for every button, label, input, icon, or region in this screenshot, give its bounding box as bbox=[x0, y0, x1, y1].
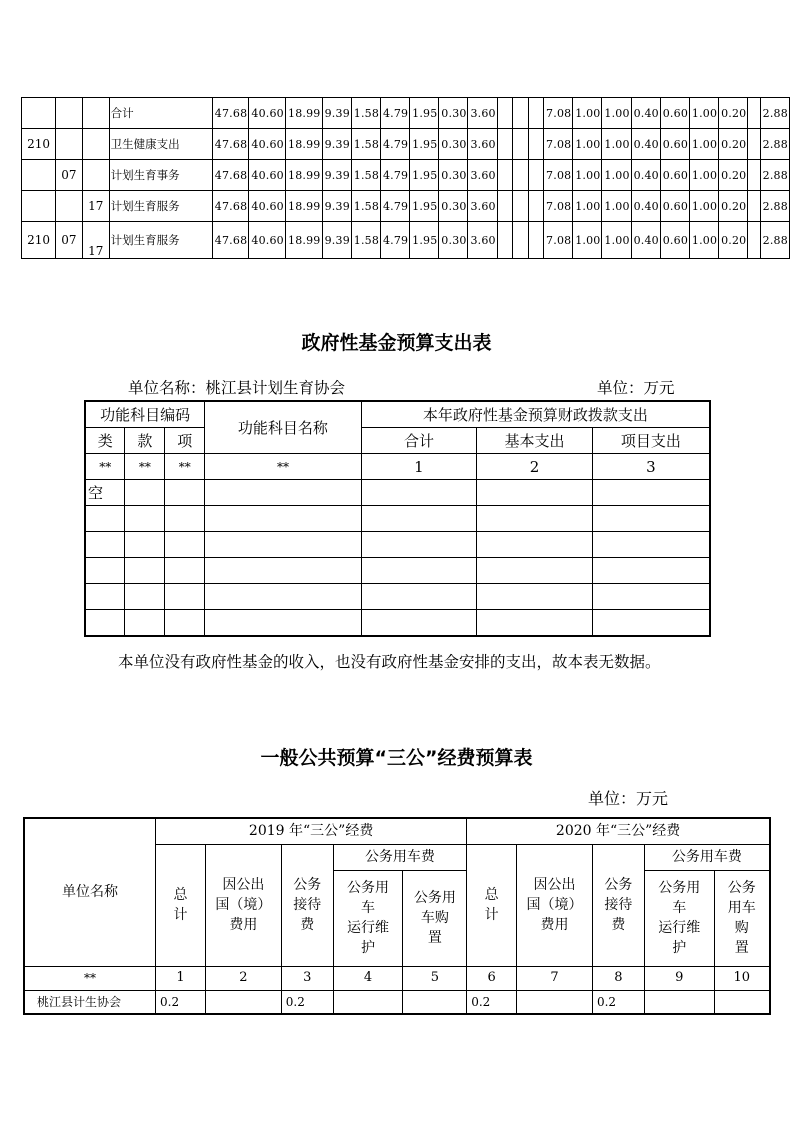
value-cell: 1.58 bbox=[351, 98, 380, 129]
value-cell: 18.99 bbox=[286, 191, 323, 222]
value-cell: 1.00 bbox=[689, 129, 718, 160]
value-cell: 4.79 bbox=[380, 160, 409, 191]
fund-cell bbox=[125, 532, 165, 558]
fund-cell bbox=[205, 610, 361, 637]
sangong-index-cell: 9 bbox=[644, 966, 714, 990]
value-cell: 4.79 bbox=[380, 129, 409, 160]
fund-cell bbox=[125, 558, 165, 584]
value-cell bbox=[748, 222, 760, 259]
sangong-table-title: 一般公共预算“三公”经费预算表 bbox=[260, 747, 533, 769]
value-cell: 1.00 bbox=[602, 191, 631, 222]
code-xiang-cell: 17 bbox=[82, 191, 109, 222]
sangong-year-2019: 2019 年“三公”经费 bbox=[156, 818, 467, 844]
code-lei-cell bbox=[22, 191, 56, 222]
value-cell bbox=[497, 98, 512, 129]
fund-table-title: 政府性基金预算支出表 bbox=[301, 332, 492, 354]
value-cell: 0.30 bbox=[439, 160, 468, 191]
sangong-col-total: 总 计 bbox=[156, 844, 206, 966]
value-cell: 1.95 bbox=[410, 129, 439, 160]
code-kuan-cell bbox=[56, 129, 83, 160]
value-cell: 0.60 bbox=[660, 129, 689, 160]
sangong-value-cell bbox=[714, 990, 770, 1014]
fund-cell bbox=[477, 610, 593, 637]
sangong-index-cell: 1 bbox=[156, 966, 206, 990]
fund-index-cell: 1 bbox=[361, 454, 477, 480]
value-cell: 18.99 bbox=[286, 98, 323, 129]
value-cell bbox=[497, 191, 512, 222]
value-cell: 1.95 bbox=[410, 98, 439, 129]
value-cell: 7.08 bbox=[544, 160, 573, 191]
sangong-col-total-2020: 总 计 bbox=[467, 844, 517, 966]
fund-cell bbox=[592, 532, 710, 558]
fund-cell bbox=[477, 480, 593, 506]
fund-header-kuan: 款 bbox=[125, 428, 165, 454]
value-cell: 0.30 bbox=[439, 191, 468, 222]
value-cell: 0.40 bbox=[631, 191, 660, 222]
table-row bbox=[22, 222, 790, 259]
fund-cell bbox=[165, 610, 205, 637]
sangong-index-cell: ** bbox=[24, 966, 156, 990]
value-cell: 1.00 bbox=[689, 160, 718, 191]
fund-cell bbox=[205, 506, 361, 532]
sangong-col-car-buy: 公务用 车购 置 bbox=[403, 870, 467, 966]
value-cell: 0.60 bbox=[660, 222, 689, 259]
fund-cell bbox=[205, 584, 361, 610]
value-cell: 1.00 bbox=[602, 160, 631, 191]
value-cell: 9.39 bbox=[322, 191, 351, 222]
value-cell: 7.08 bbox=[544, 222, 573, 259]
value-cell: 0.40 bbox=[631, 129, 660, 160]
value-cell: 47.68 bbox=[212, 191, 249, 222]
fund-header-lei: 类 bbox=[85, 428, 125, 454]
value-cell: 1.58 bbox=[351, 160, 380, 191]
sangong-value-cell bbox=[517, 990, 593, 1014]
fund-header-project: 项目支出 bbox=[592, 428, 710, 454]
table-row bbox=[22, 160, 790, 191]
value-cell: 40.60 bbox=[249, 98, 286, 129]
value-cell: 0.20 bbox=[719, 129, 748, 160]
value-cell: 47.68 bbox=[212, 160, 249, 191]
sangong-col-car: 公务用车费 bbox=[333, 844, 467, 870]
value-cell: 9.39 bbox=[322, 98, 351, 129]
value-cell: 0.60 bbox=[660, 191, 689, 222]
value-cell: 7.08 bbox=[544, 191, 573, 222]
value-cell: 3.60 bbox=[468, 129, 497, 160]
value-cell bbox=[528, 98, 543, 129]
value-cell: 0.60 bbox=[660, 160, 689, 191]
value-cell bbox=[748, 191, 760, 222]
code-xiang-cell bbox=[82, 160, 109, 191]
value-cell: 0.40 bbox=[631, 98, 660, 129]
value-cell: 9.39 bbox=[322, 129, 351, 160]
fund-cell bbox=[165, 480, 205, 506]
value-cell: 2.88 bbox=[760, 222, 789, 259]
fund-cell bbox=[125, 584, 165, 610]
value-cell bbox=[513, 222, 528, 259]
fund-cell bbox=[205, 480, 361, 506]
sangong-value-cell: 0.2 bbox=[592, 990, 644, 1014]
value-cell bbox=[748, 98, 760, 129]
value-cell: 1.95 bbox=[410, 160, 439, 191]
fund-cell bbox=[85, 532, 125, 558]
fund-cell bbox=[125, 610, 165, 637]
sangong-unit-col: 单位名称 bbox=[24, 818, 156, 966]
fund-header-name: 功能科目名称 bbox=[205, 401, 361, 454]
value-cell bbox=[748, 160, 760, 191]
value-cell: 18.99 bbox=[286, 129, 323, 160]
value-cell: 9.39 bbox=[322, 160, 351, 191]
value-cell: 1.00 bbox=[573, 222, 602, 259]
code-kuan-cell: 07 bbox=[56, 222, 83, 259]
value-cell bbox=[513, 191, 528, 222]
sangong-value-cell: 0.2 bbox=[467, 990, 517, 1014]
value-cell: 40.60 bbox=[249, 191, 286, 222]
sangong-index-cell: 3 bbox=[281, 966, 333, 990]
fund-unit: 单位：万元 bbox=[597, 379, 675, 397]
fund-cell bbox=[477, 584, 593, 610]
sangong-value-cell bbox=[205, 990, 281, 1014]
value-cell: 1.00 bbox=[602, 129, 631, 160]
fund-cell bbox=[361, 610, 477, 637]
value-cell bbox=[528, 191, 543, 222]
fund-cell bbox=[85, 610, 125, 637]
fund-cell bbox=[592, 610, 710, 637]
fund-cell bbox=[165, 506, 205, 532]
subject-name-cell: 合计 bbox=[109, 98, 212, 129]
table-row bbox=[22, 98, 790, 129]
value-cell: 40.60 bbox=[249, 160, 286, 191]
fund-header-xiang: 项 bbox=[165, 428, 205, 454]
value-cell: 40.60 bbox=[249, 222, 286, 259]
value-cell: 47.68 bbox=[212, 222, 249, 259]
sangong-index-cell: 5 bbox=[403, 966, 467, 990]
fund-table bbox=[84, 400, 711, 637]
code-lei-cell bbox=[22, 160, 56, 191]
sangong-value-cell: 0.2 bbox=[281, 990, 333, 1014]
value-cell: 0.30 bbox=[439, 129, 468, 160]
value-cell: 3.60 bbox=[468, 98, 497, 129]
fund-index-cell: ** bbox=[165, 454, 205, 480]
table-row bbox=[22, 129, 790, 160]
fund-header-expense: 本年政府性基金预算财政拨款支出 bbox=[361, 401, 710, 428]
value-cell: 0.40 bbox=[631, 222, 660, 259]
value-cell: 4.79 bbox=[380, 222, 409, 259]
fund-cell bbox=[477, 558, 593, 584]
value-cell: 47.68 bbox=[212, 129, 249, 160]
sangong-unit-name-cell: 桃江县计生协会 bbox=[24, 990, 156, 1014]
fund-index-cell: 2 bbox=[477, 454, 593, 480]
value-cell: 1.00 bbox=[602, 222, 631, 259]
value-cell: 1.00 bbox=[573, 129, 602, 160]
fund-cell bbox=[85, 506, 125, 532]
sangong-col-car-2020: 公务用车费 bbox=[644, 844, 770, 870]
sangong-col-reception-2020: 公务 接待 费 bbox=[592, 844, 644, 966]
code-xiang-cell: 17 bbox=[82, 222, 109, 259]
fund-cell bbox=[361, 532, 477, 558]
fund-header-total: 合计 bbox=[361, 428, 477, 454]
fund-index-cell: ** bbox=[85, 454, 125, 480]
fund-index-cell: ** bbox=[205, 454, 361, 480]
fund-cell bbox=[361, 558, 477, 584]
sangong-table bbox=[23, 817, 771, 1015]
value-cell: 2.88 bbox=[760, 191, 789, 222]
subject-name-cell: 卫生健康支出 bbox=[109, 129, 212, 160]
fund-cell bbox=[165, 558, 205, 584]
fund-cell bbox=[125, 506, 165, 532]
value-cell: 7.08 bbox=[544, 98, 573, 129]
fund-cell bbox=[361, 506, 477, 532]
fund-cell bbox=[85, 558, 125, 584]
sangong-index-cell: 2 bbox=[205, 966, 281, 990]
fund-cell bbox=[165, 584, 205, 610]
fund-cell bbox=[592, 480, 710, 506]
value-cell: 18.99 bbox=[286, 160, 323, 191]
value-cell bbox=[528, 129, 543, 160]
value-cell: 1.00 bbox=[689, 191, 718, 222]
value-cell: 47.68 bbox=[212, 98, 249, 129]
value-cell: 1.00 bbox=[573, 160, 602, 191]
fund-cell bbox=[477, 506, 593, 532]
value-cell: 1.00 bbox=[689, 222, 718, 259]
fund-cell bbox=[592, 584, 710, 610]
value-cell: 2.88 bbox=[760, 98, 789, 129]
value-cell: 40.60 bbox=[249, 129, 286, 160]
value-cell: 0.40 bbox=[631, 160, 660, 191]
fund-index-cell: ** bbox=[125, 454, 165, 480]
fund-cell bbox=[205, 558, 361, 584]
fund-cell bbox=[361, 584, 477, 610]
value-cell: 1.95 bbox=[410, 191, 439, 222]
subject-name-cell: 计划生育事务 bbox=[109, 160, 212, 191]
value-cell: 0.30 bbox=[439, 98, 468, 129]
code-kuan-cell bbox=[56, 98, 83, 129]
value-cell: 3.60 bbox=[468, 222, 497, 259]
value-cell: 3.60 bbox=[468, 160, 497, 191]
sangong-index-cell: 8 bbox=[592, 966, 644, 990]
fund-cell bbox=[165, 532, 205, 558]
sangong-unit: 单位：万元 bbox=[588, 789, 669, 808]
value-cell: 18.99 bbox=[286, 222, 323, 259]
fund-cell bbox=[592, 506, 710, 532]
value-cell: 0.20 bbox=[719, 191, 748, 222]
value-cell: 1.58 bbox=[351, 191, 380, 222]
fund-cell bbox=[85, 584, 125, 610]
value-cell: 1.00 bbox=[602, 98, 631, 129]
value-cell: 7.08 bbox=[544, 129, 573, 160]
value-cell bbox=[513, 160, 528, 191]
sangong-col-car-run-2020: 公务用 车 运行维 护 bbox=[644, 870, 714, 966]
value-cell bbox=[748, 129, 760, 160]
value-cell: 0.20 bbox=[719, 222, 748, 259]
value-cell: 0.30 bbox=[439, 222, 468, 259]
fund-cell bbox=[592, 558, 710, 584]
code-kuan-cell: 07 bbox=[56, 160, 83, 191]
code-xiang-cell bbox=[82, 98, 109, 129]
fund-cell bbox=[477, 532, 593, 558]
sangong-year-2020: 2020 年“三公”经费 bbox=[467, 818, 770, 844]
sangong-col-reception: 公务 接待 费 bbox=[281, 844, 333, 966]
value-cell: 1.00 bbox=[689, 98, 718, 129]
value-cell: 4.79 bbox=[380, 191, 409, 222]
value-cell: 0.60 bbox=[660, 98, 689, 129]
code-lei-cell bbox=[22, 98, 56, 129]
value-cell bbox=[528, 160, 543, 191]
code-lei-cell: 210 bbox=[22, 222, 56, 259]
value-cell bbox=[497, 129, 512, 160]
code-lei-cell: 210 bbox=[22, 129, 56, 160]
code-kuan-cell bbox=[56, 191, 83, 222]
fund-cell bbox=[205, 532, 361, 558]
sangong-index-cell: 10 bbox=[714, 966, 770, 990]
value-cell: 2.88 bbox=[760, 129, 789, 160]
sangong-col-car-buy-2020: 公务 用车 购 置 bbox=[714, 870, 770, 966]
value-cell: 9.39 bbox=[322, 222, 351, 259]
value-cell: 2.88 bbox=[760, 160, 789, 191]
fund-cell bbox=[125, 480, 165, 506]
value-cell bbox=[513, 98, 528, 129]
sangong-value-cell bbox=[644, 990, 714, 1014]
subject-name-cell: 计划生育服务 bbox=[109, 222, 212, 259]
value-cell: 0.20 bbox=[719, 160, 748, 191]
fund-note: 本单位没有政府性基金的收入，也没有政府性基金安排的支出，故本表无数据。 bbox=[118, 653, 661, 671]
sangong-value-cell bbox=[403, 990, 467, 1014]
fund-header-code: 功能科目编码 bbox=[85, 401, 205, 428]
fund-cell bbox=[361, 480, 477, 506]
value-cell: 4.79 bbox=[380, 98, 409, 129]
value-cell: 1.58 bbox=[351, 129, 380, 160]
sangong-col-car-run: 公务用 车 运行维 护 bbox=[333, 870, 403, 966]
value-cell: 1.58 bbox=[351, 222, 380, 259]
value-cell: 0.20 bbox=[719, 98, 748, 129]
value-cell: 1.00 bbox=[573, 191, 602, 222]
value-cell: 1.95 bbox=[410, 222, 439, 259]
sangong-value-cell bbox=[333, 990, 403, 1014]
table-row bbox=[22, 191, 790, 222]
fund-unit-name: 单位名称：桃江县计划生育协会 bbox=[128, 379, 346, 397]
value-cell: 3.60 bbox=[468, 191, 497, 222]
fund-empty-label: 空 bbox=[85, 480, 125, 506]
fund-index-cell: 3 bbox=[592, 454, 710, 480]
fund-header-basic: 基本支出 bbox=[477, 428, 593, 454]
sangong-col-abroad-2020: 因公出 国（境） 费用 bbox=[517, 844, 593, 966]
sangong-value-cell: 0.2 bbox=[156, 990, 206, 1014]
value-cell bbox=[497, 222, 512, 259]
sangong-index-cell: 6 bbox=[467, 966, 517, 990]
sangong-col-abroad: 因公出 国（境） 费用 bbox=[205, 844, 281, 966]
value-cell bbox=[528, 222, 543, 259]
value-cell: 1.00 bbox=[573, 98, 602, 129]
subject-name-cell: 计划生育服务 bbox=[109, 191, 212, 222]
sangong-index-cell: 4 bbox=[333, 966, 403, 990]
value-cell bbox=[513, 129, 528, 160]
expense-detail-table bbox=[21, 97, 790, 259]
code-xiang-cell bbox=[82, 129, 109, 160]
sangong-index-cell: 7 bbox=[517, 966, 593, 990]
value-cell bbox=[497, 160, 512, 191]
